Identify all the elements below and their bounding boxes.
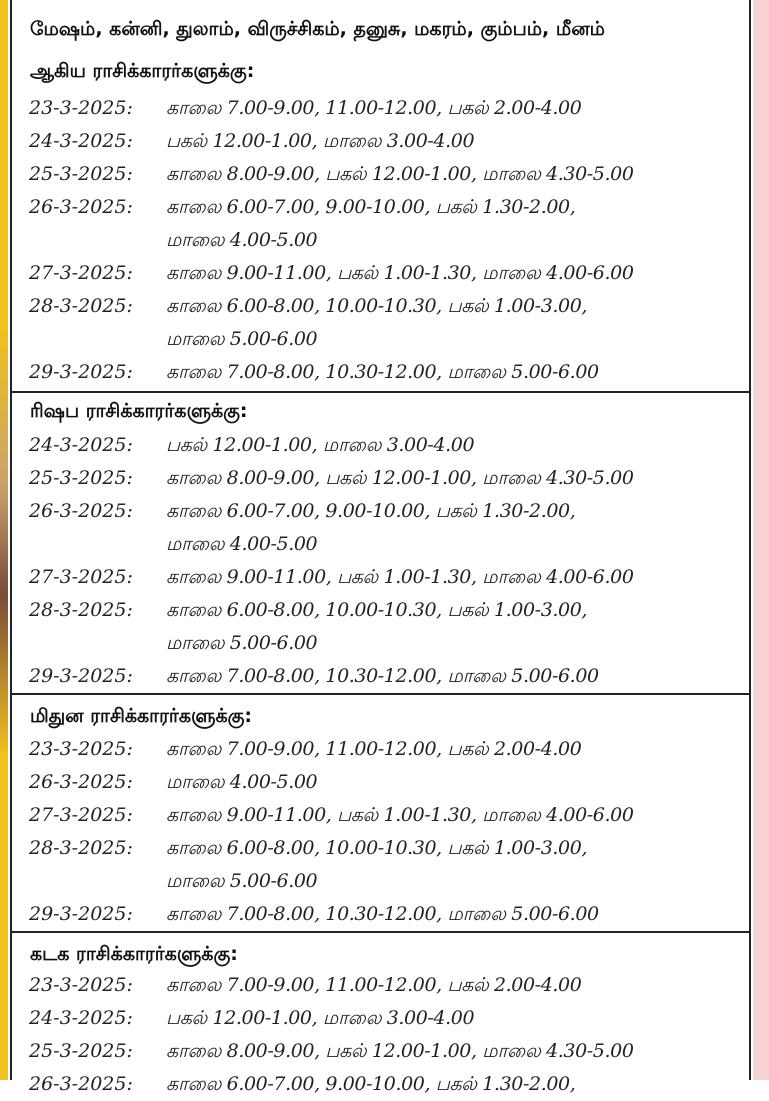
- row-date: 24-3-2025:: [29, 434, 133, 456]
- section-mesham-group: [12, 0, 749, 391]
- left-page-edge: [0, 0, 8, 1080]
- row-date: 24-3-2025:: [29, 1007, 133, 1029]
- row-times: காலை 6.00-8.00, 10.00-10.30, பகல் 1.00-3.00,: [166, 837, 588, 859]
- row-date: 28-3-2025:: [29, 837, 133, 859]
- row-date: 23-3-2025:: [29, 97, 133, 119]
- row-times: காலை 7.00-8.00, 10.30-12.00, மாலை 5.00-6.00: [166, 665, 599, 687]
- row-times: காலை 7.00-9.00, 11.00-12.00, பகல் 2.00-4.00: [166, 738, 582, 760]
- right-page-edge: [753, 0, 769, 1080]
- section-heading: ஆகிய ராசிக்காரர்களுக்கு:: [30, 60, 255, 82]
- row-date: 26-3-2025:: [29, 196, 133, 218]
- row-times: பகல் 12.00-1.00, மாலை 3.00-4.00: [166, 130, 475, 152]
- row-times: காலை 6.00-7.00, 9.00-10.00, பகல் 1.30-2.00,: [166, 196, 576, 218]
- section-heading: மிதுன ராசிக்காரர்களுக்கு:: [30, 705, 253, 727]
- section-heading: ரிஷப ராசிக்காரர்களுக்கு:: [30, 400, 248, 422]
- row-times: காலை 7.00-9.00, 11.00-12.00, பகல் 2.00-4.00: [166, 97, 582, 119]
- row-times: காலை 8.00-9.00, பகல் 12.00-1.00, மாலை 4.30-5.00: [166, 163, 634, 185]
- row-times: பகல் 12.00-1.00, மாலை 3.00-4.00: [166, 1007, 475, 1029]
- row-date: 26-3-2025:: [29, 771, 133, 793]
- row-date: 29-3-2025:: [29, 903, 133, 925]
- row-date: 28-3-2025:: [29, 295, 133, 317]
- row-date: 29-3-2025:: [29, 361, 133, 383]
- schedule-sheet: [10, 0, 751, 1095]
- section-mithunam: [12, 693, 749, 931]
- row-date: 25-3-2025:: [29, 163, 133, 185]
- row-date: 23-3-2025:: [29, 738, 133, 760]
- row-date: 24-3-2025:: [29, 130, 133, 152]
- row-date: 27-3-2025:: [29, 804, 133, 826]
- row-date: 27-3-2025:: [29, 262, 133, 284]
- section-heading: மேஷம், கன்னி, துலாம், விருச்சிகம், தனுசு, மகரம், கும்பம், மீனம்: [30, 18, 605, 40]
- section-heading: கடக ராசிக்காரர்களுக்கு:: [30, 943, 238, 965]
- row-times: மாலை 4.00-5.00: [166, 533, 318, 555]
- row-times: காலை 6.00-8.00, 10.00-10.30, பகல் 1.00-3.00,: [166, 599, 588, 621]
- row-date: 26-3-2025:: [29, 1073, 133, 1095]
- row-times: மாலை 4.00-5.00: [166, 771, 318, 793]
- row-times: மாலை 5.00-6.00: [166, 632, 318, 654]
- row-date: 27-3-2025:: [29, 566, 133, 588]
- row-date: 25-3-2025:: [29, 467, 133, 489]
- section-kadagam: [12, 931, 749, 1095]
- row-date: 26-3-2025:: [29, 500, 133, 522]
- row-times: பகல் 12.00-1.00, மாலை 3.00-4.00: [166, 434, 475, 456]
- row-times: காலை 8.00-9.00, பகல் 12.00-1.00, மாலை 4.30-5.00: [166, 467, 634, 489]
- row-times: காலை 6.00-8.00, 10.00-10.30, பகல் 1.00-3.00,: [166, 295, 588, 317]
- row-date: 23-3-2025:: [29, 974, 133, 996]
- row-times: மாலை 4.00-5.00: [166, 229, 318, 251]
- row-times: காலை 9.00-11.00, பகல் 1.00-1.30, மாலை 4.00-6.00: [166, 262, 634, 284]
- section-rishabam: [12, 391, 749, 693]
- row-times: காலை 7.00-9.00, 11.00-12.00, பகல் 2.00-4.00: [166, 974, 582, 996]
- row-date: 28-3-2025:: [29, 599, 133, 621]
- row-times: காலை 6.00-7.00, 9.00-10.00, பகல் 1.30-2.00,: [166, 500, 576, 522]
- row-times: காலை 9.00-11.00, பகல் 1.00-1.30, மாலை 4.00-6.00: [166, 566, 634, 588]
- row-times: காலை 9.00-11.00, பகல் 1.00-1.30, மாலை 4.00-6.00: [166, 804, 634, 826]
- row-times: மாலை 5.00-6.00: [166, 870, 318, 892]
- row-date: 29-3-2025:: [29, 665, 133, 687]
- row-times: காலை 8.00-9.00, பகல் 12.00-1.00, மாலை 4.30-5.00: [166, 1040, 634, 1062]
- row-date: 25-3-2025:: [29, 1040, 133, 1062]
- row-times: மாலை 5.00-6.00: [166, 328, 318, 350]
- row-times: காலை 7.00-8.00, 10.30-12.00, மாலை 5.00-6.00: [166, 903, 599, 925]
- row-times: காலை 7.00-8.00, 10.30-12.00, மாலை 5.00-6.00: [166, 361, 599, 383]
- row-times: காலை 6.00-7.00, 9.00-10.00, பகல் 1.30-2.00,: [166, 1073, 576, 1095]
